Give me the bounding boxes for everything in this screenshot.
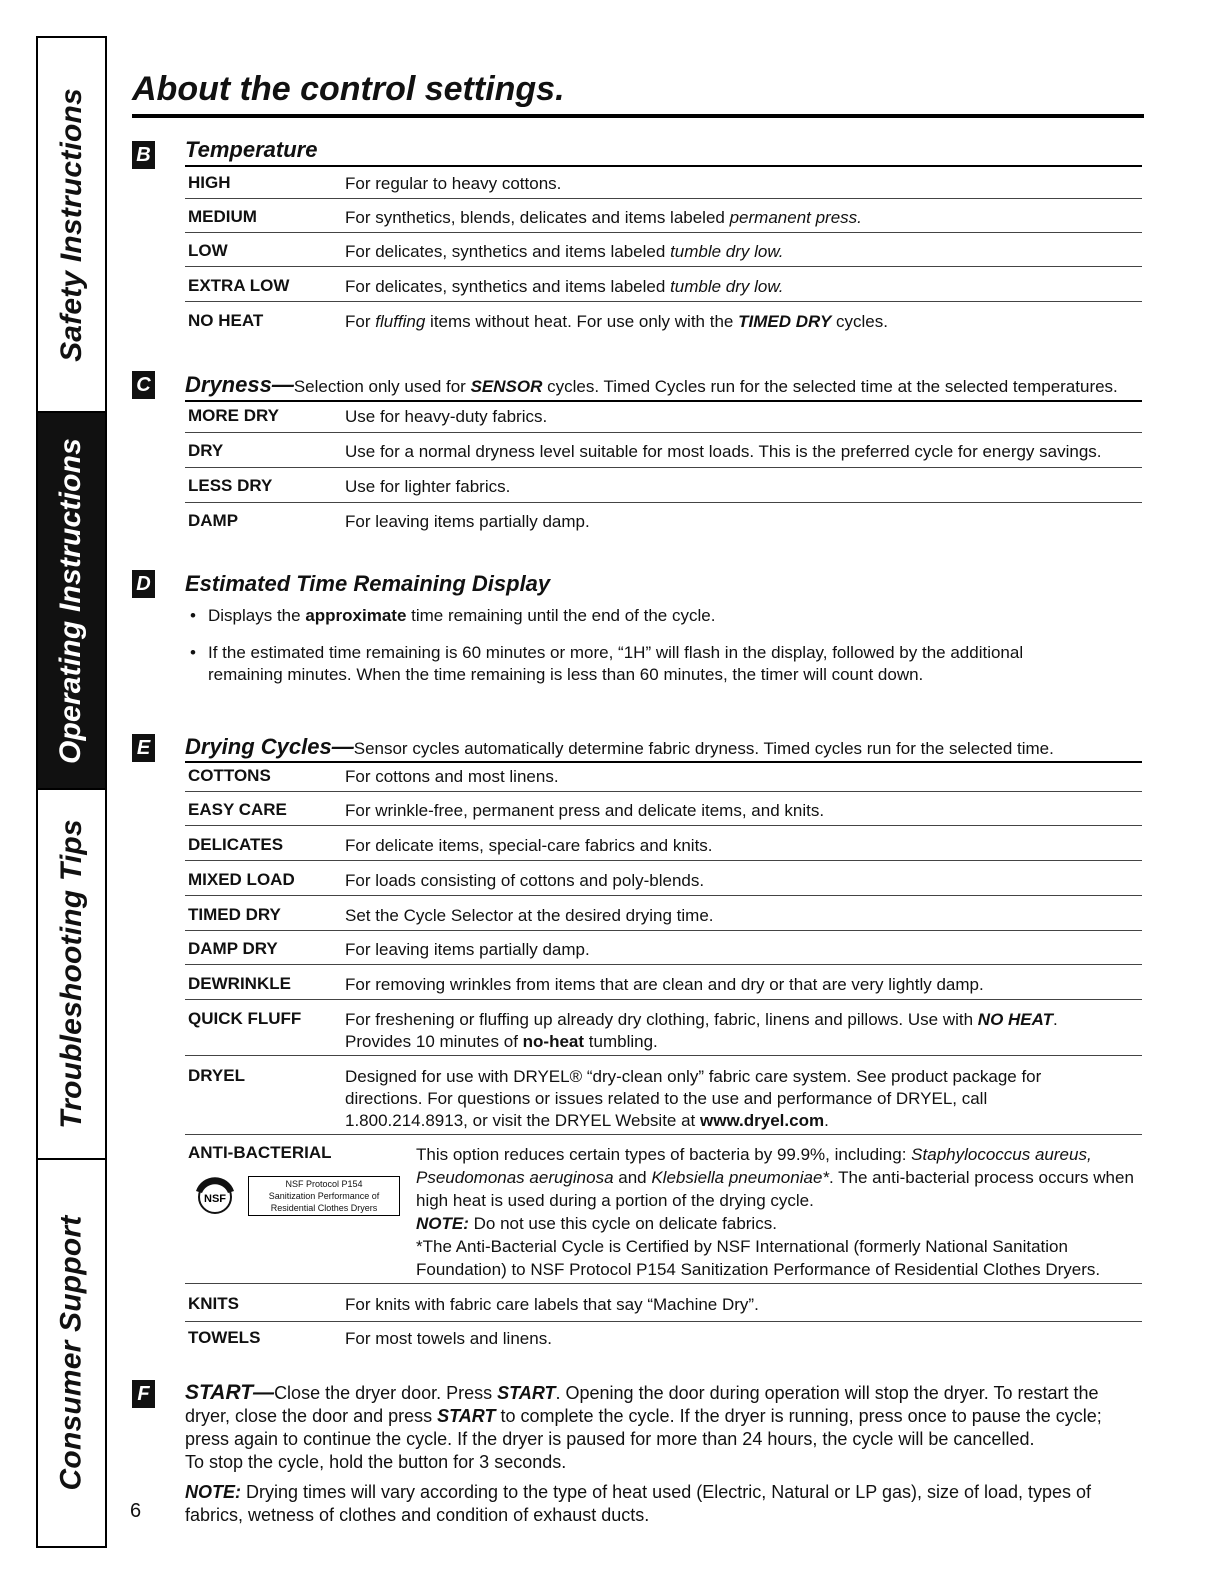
anti-bacterial-text: This option reduces certain types of bacteria by 99.9%, including: Staphylococcus aureus, Pseudomonas aeruginosa and Klebsiella pneumoniae*. The anti-bacterial process occurs when high heat is used during a portion of the drying cycle. NOTE: Do not use this cycle on delicate fabrics. *The Anti-Bacterial Cycle is Certified by NSF International (formerly National Sanitation Foundation) to NSF Protocol P154 Sanitization Performance of Residential Clothes Dryers. [416,1145,1134,1279]
table-row-dryel [185,1066,1142,1135]
cycle-label: COTTONS [188,766,271,785]
cycle-text: For wrinkle-free, permanent press and delicate items, and knits. [345,801,825,820]
section-badge-b: B [132,141,155,169]
cycle-label: DEWRINKLE [188,974,291,993]
cycle-label: EASY CARE [188,800,287,819]
table-row [185,441,1142,468]
page-title: About the control settings. [132,70,565,108]
cycle-text: Designed for use with DRYEL® “dry-clean only” fabric care system. See product package for directions. For questions or issues related to the use and performance of DRYEL, call 1.800.214.8913, or visit the DRYEL Website at www.dryel.com. [345,1067,1042,1130]
cycle-label: DAMP DRY [188,939,278,958]
table-row [185,870,1142,896]
nsf-certification-icon [190,1173,240,1215]
table-row [185,311,1142,336]
section-rule [185,761,1142,763]
table-row [185,476,1142,503]
title-rule [132,114,1144,118]
table-row [185,835,1142,861]
cycle-label: DRYEL [188,1066,245,1085]
setting-text: Use for heavy-duty fabrics. [345,407,548,426]
setting-label: DRY [188,441,224,460]
cycle-text: For cottons and most linens. [345,767,559,786]
setting-label: HIGH [188,173,231,192]
table-row [185,241,1142,267]
setting-text: For leaving items partially damp. [345,512,590,531]
cycle-text: Set the Cycle Selector at the desired drying time. [345,906,714,925]
table-row [185,905,1142,931]
dryel-link[interactable]: www.dryel.com [700,1111,825,1130]
bullet-item: • If the estimated time remaining is 60 minutes or more, “1H” will flash in the display, followed by the additional remaining minutes. When the time remaining is less than 60 minutes, the timer will count down. [192,642,1092,686]
setting-text: For synthetics, blends, delicates and items labeled permanent press. [345,208,862,227]
setting-label: DAMP [188,511,239,530]
cycle-label: TIMED DRY [188,905,281,924]
section-rule [185,400,1142,402]
cycle-text: For delicate items, special-care fabrics and knits. [345,836,713,855]
cycle-text: For loads consisting of cottons and poly-blends. [345,871,705,890]
tab-operating-instructions[interactable] [38,413,105,788]
setting-text: For regular to heavy cottons. [345,174,562,193]
setting-text: Use for lighter fabrics. [345,477,511,496]
section-rule [185,165,1142,167]
tab-label: Safety Instructions [54,87,88,362]
tab-label: Operating Instructions [54,437,88,764]
table-row [185,511,1142,537]
table-row [185,406,1142,433]
setting-text: For fluffing items without heat. For use only with the TIMED DRY cycles. [345,312,888,331]
tab-label: Troubleshooting Tips [54,819,88,1129]
table-row [185,800,1142,826]
setting-label: LESS DRY [188,476,273,495]
page-number: 6 [130,1500,142,1522]
setting-text: For delicates, synthetics and items labeled tumble dry low. [345,277,784,296]
section-badge-e: E [132,734,155,762]
time-display-title: Estimated Time Remaining Display [185,571,551,596]
cycle-label: QUICK FLUFF [188,1009,302,1028]
section-badge-d: D [132,570,155,598]
section-badge-c: C [132,371,155,399]
temperature-heading [185,137,317,163]
table-row [185,766,1142,792]
setting-label: NO HEAT [188,311,264,330]
cycle-label: TOWELS [188,1328,261,1347]
cycle-text: For freshening or fluffing up already dry clothing, fabric, linens and pillows. Use with NO HEAT. Provides 10 minutes of no-heat tumbling. [345,1010,1058,1051]
table-row [185,1294,1142,1322]
table-row-quick-fluff [185,1009,1142,1056]
tab-safety-instructions[interactable] [38,38,105,411]
tab-troubleshooting-tips[interactable] [38,790,105,1158]
temperature-title: Temperature [185,137,318,162]
table-row [185,276,1142,302]
start-description: START—Close the dryer door. Press START. Opening the door during operation will stop the dryer. To restart the dryer, close the door and press START to complete the cycle. If the dryer is running, press once to pause the cycle; press again to continue the cycle. If the dryer is paused for more than 24 hours, the cycle will be cancelled. To stop the cycle, hold the button for 3 seconds. [185,1381,1102,1472]
setting-text: For delicates, synthetics and items labeled tumble dry low. [345,242,784,261]
cycle-label: MIXED LOAD [188,870,295,889]
setting-label: EXTRA LOW [188,276,290,295]
table-row [185,939,1142,965]
tab-label: Consumer Support [54,1215,88,1491]
table-row [185,207,1142,233]
cycle-text: For leaving items partially damp. [345,940,590,959]
cycle-text: For most towels and linens. [345,1329,552,1348]
sidebar-tabs [36,36,107,1548]
bullet-item: • Displays the approximate time remaining until the end of the cycle. [192,605,1092,627]
dryness-heading: Dryness—Selection only used for SENSOR cycles. Timed Cycles run for the selected time at the selected temperatures. [185,372,1118,397]
table-row [185,1328,1142,1353]
cycle-label: DELICATES [188,835,284,854]
nsf-protocol-box: NSF Protocol P154 Sanitization Performance of Residential Clothes Dryers [248,1176,400,1216]
svg-text:NSF: NSF [204,1193,226,1205]
drying-time-note: NOTE: Drying times will vary according to the type of heat used (Electric, Natural or LP gas), size of load, types of fabrics, wetness of clothes and condition of exhaust ducts. [185,1482,1092,1525]
table-row [185,173,1142,199]
setting-label: LOW [188,241,228,260]
cycle-label: KNITS [188,1294,239,1313]
section-badge-f: F [132,1380,155,1408]
setting-label: MORE DRY [188,406,279,425]
setting-label: MEDIUM [188,207,257,226]
cycle-text: For removing wrinkles from items that are clean and dry or that are very lightly damp. [345,975,984,994]
cycle-label: ANTI-BACTERIAL [188,1143,332,1162]
setting-text: Use for a normal dryness level suitable for most loads. This is the preferred cycle for energy savings. [345,442,1102,461]
cycle-text: For knits with fabric care labels that say “Machine Dry”. [345,1295,759,1314]
drying-cycles-heading: Drying Cycles—Sensor cycles automatically determine fabric dryness. Timed cycles run for the selected time. [185,734,1054,759]
tab-consumer-support[interactable] [38,1160,105,1546]
table-row [185,974,1142,1000]
